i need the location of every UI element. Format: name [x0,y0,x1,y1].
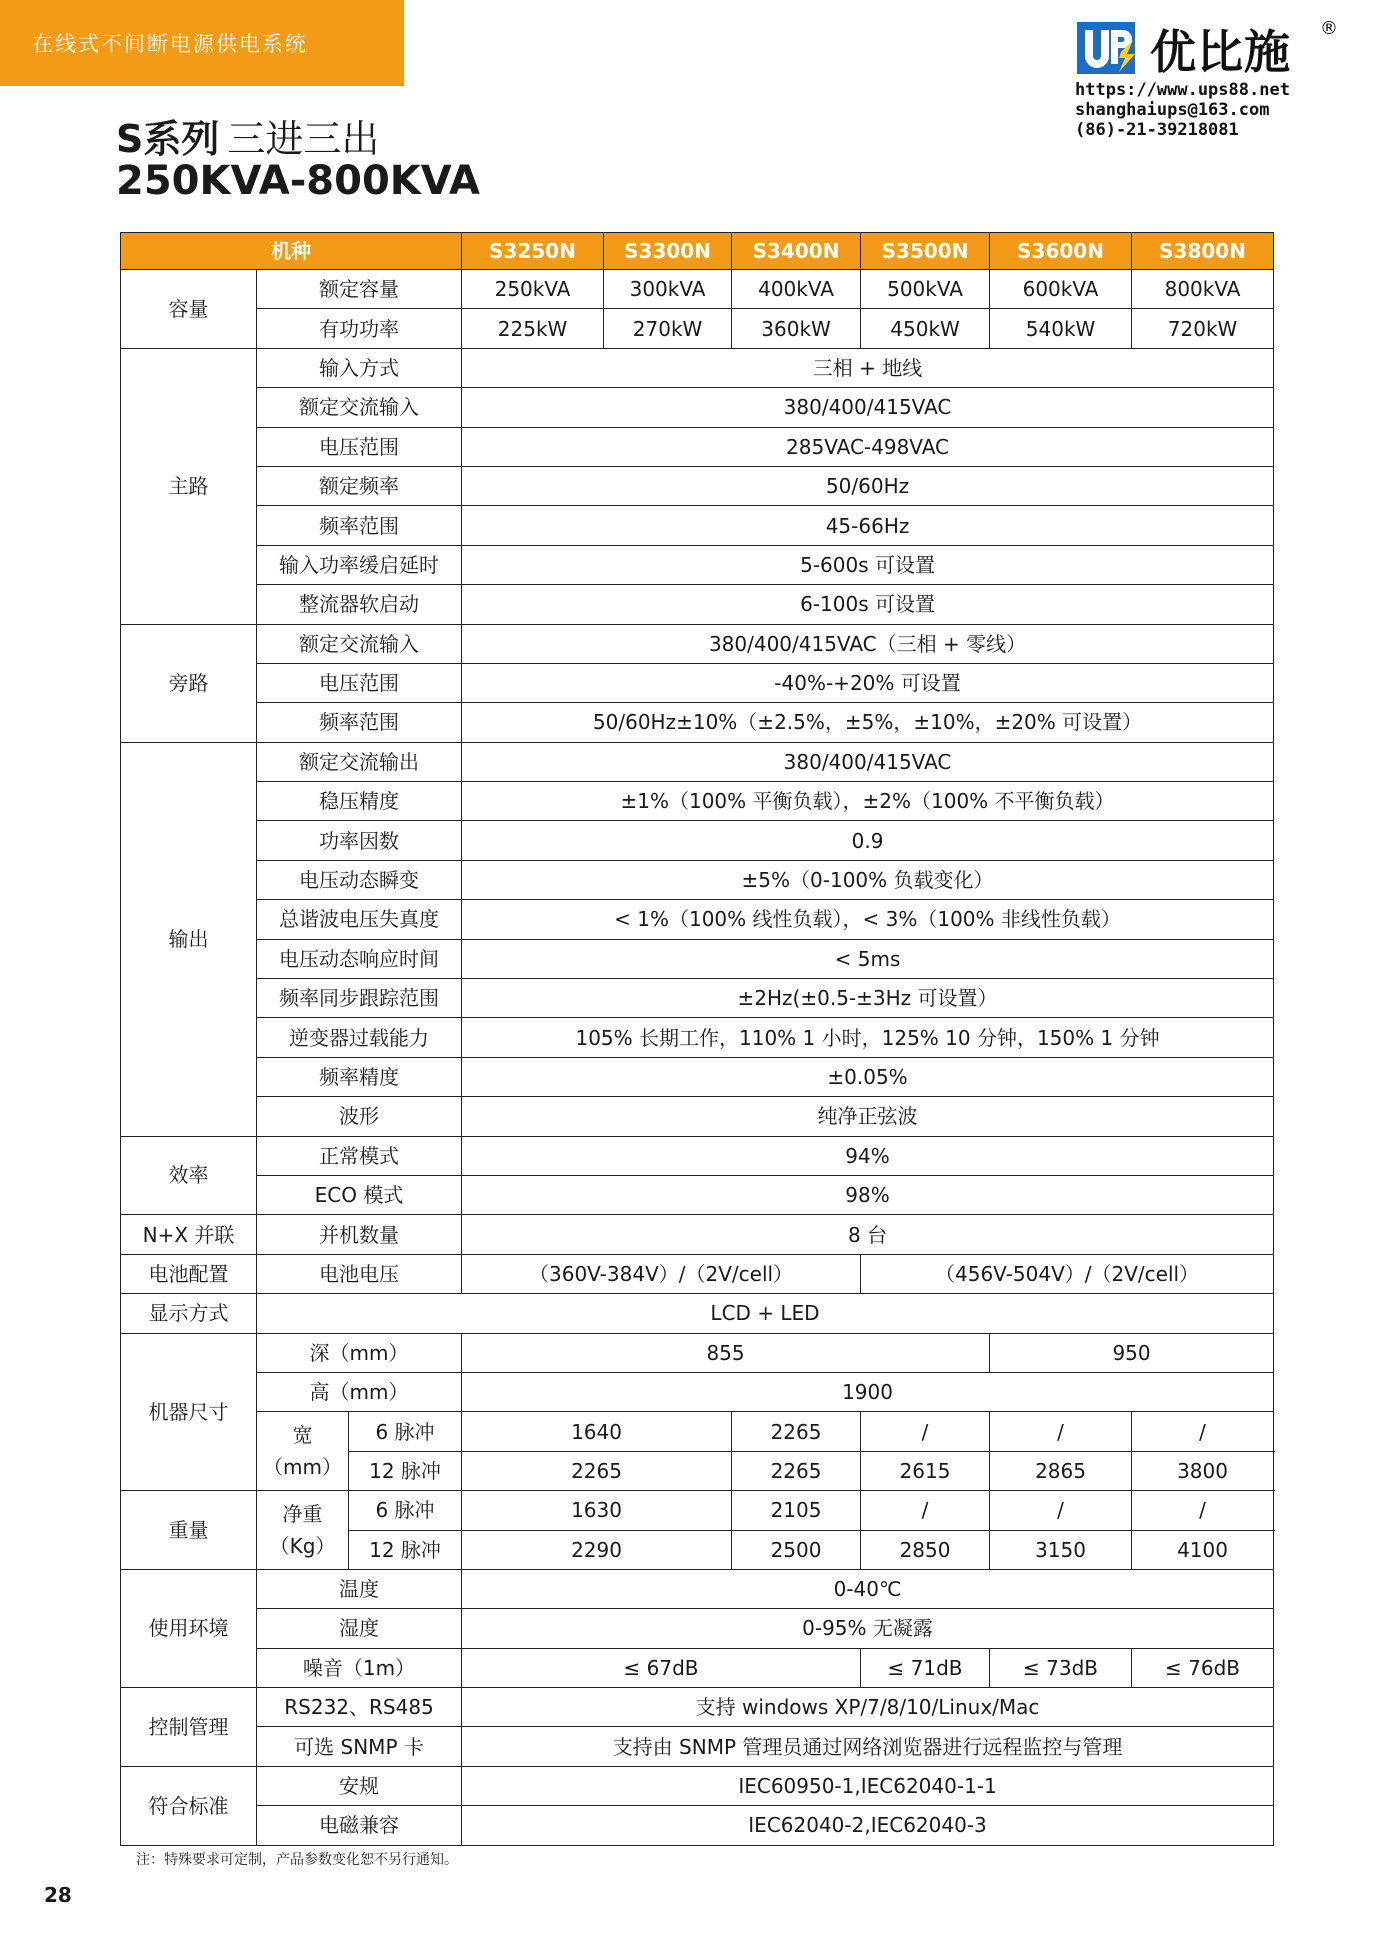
cell-value: 380/400/415VAC [462,388,1274,427]
cell-value: 4100 [1132,1530,1274,1569]
cell-value: 3800 [1132,1451,1274,1490]
table-row [121,427,1274,466]
cell-value: 105% 长期工作，110% 1 小时，125% 10 分钟，150% 1 分钟 [462,1018,1274,1057]
row-label: 6 脉冲 [349,1412,462,1451]
group-label: 使用环境 [121,1569,257,1687]
table-row [121,939,1274,978]
table-row [121,624,1274,663]
cell-value: 400kVA [732,270,861,309]
ups-logo-icon [1075,18,1145,78]
cell-value: / [1132,1491,1274,1530]
table-row [121,1215,1274,1254]
cell-value: 270kW [604,309,732,348]
model-header-label: 机种 [121,233,462,270]
row-label: 额定交流输入 [257,388,462,427]
row-label: 整流器软启动 [257,585,462,624]
table-row [121,1648,1274,1687]
net-weight-label [257,1491,349,1570]
cell-value: 2850 [861,1530,990,1569]
cell-value: IEC62040-2,IEC62040-3 [462,1806,1274,1845]
cell-value: 8 台 [462,1215,1274,1254]
net-weight-label-line1: 净重 [282,1502,323,1526]
cell-value: IEC60950-1,IEC62040-1-1 [462,1766,1274,1805]
table-row [121,388,1274,427]
cell-value: / [1132,1412,1274,1451]
row-label: 波形 [257,1097,462,1136]
group-label: 控制管理 [121,1688,257,1767]
cell-value: < 1%（100% 线性负载），< 3%（100% 非线性负载） [462,900,1274,939]
cell-value: ±2Hz(±0.5-±3Hz 可设置） [462,979,1274,1018]
row-label: RS232、RS485 [257,1688,462,1727]
cell-value: 50/60Hz [462,466,1274,505]
cell-value: 1630 [462,1491,732,1530]
row-label: 正常模式 [257,1136,462,1175]
table-row [121,1372,1274,1411]
cell-value: （360V-384V）/（2V/cell） [462,1254,861,1293]
row-label: 稳压精度 [257,782,462,821]
cell-value: 380/400/415VAC（三相 + 零线） [462,624,1274,663]
group-label: 效率 [121,1136,257,1215]
cell-value: / [861,1412,990,1451]
row-label: 有功功率 [257,309,462,348]
row-label: 输入功率缓启延时 [257,545,462,584]
group-label: 重量 [121,1491,257,1570]
table-row [121,1057,1274,1096]
model-header: S3300N [604,233,732,270]
cell-value: 50/60Hz±10%（±2.5%，±5%，±10%，±20% 可设置） [462,703,1274,742]
cell-value: （456V-504V）/（2V/cell） [861,1254,1274,1293]
cell-value: 380/400/415VAC [462,742,1274,781]
table-row [121,663,1274,702]
cell-value: 720kW [1132,309,1274,348]
brand-logo [1075,16,1345,78]
table-row [121,309,1274,348]
cell-value: 300kVA [604,270,732,309]
row-label: 逆变器过载能力 [257,1018,462,1057]
table-row [121,1766,1274,1805]
row-label: 高（mm） [257,1372,462,1411]
row-label: 12 脉冲 [349,1451,462,1490]
table-row [121,1412,1274,1451]
cell-value: 360kW [732,309,861,348]
row-label: 额定交流输入 [257,624,462,663]
row-label: 电压范围 [257,427,462,466]
page-title [116,108,379,163]
row-label: 电压动态响应时间 [257,939,462,978]
row-label: 输入方式 [257,348,462,387]
row-label: 深（mm） [257,1333,462,1372]
row-label: 总谐波电压失真度 [257,900,462,939]
cell-value: ±5%（0-100% 负载变化） [462,860,1274,899]
cell-value: ≤ 73dB [990,1648,1132,1687]
net-weight-label-line2: （Kg） [269,1534,336,1558]
contact-info [1075,80,1290,140]
phone-number: (86)-21-39218081 [1075,120,1239,140]
model-header: S3500N [861,233,990,270]
table-row [121,1333,1274,1372]
row-label: 电压动态瞬变 [257,860,462,899]
email-link[interactable]: shanghaiups@163.com [1075,100,1270,120]
cell-value: 0.9 [462,821,1274,860]
table-row [121,585,1274,624]
table-row [121,506,1274,545]
category-banner: 在线式不间断电源供电系统 [0,0,404,86]
cell-value: 285VAC-498VAC [462,427,1274,466]
group-label: 电池配置 [121,1254,257,1293]
power-range: 250KVA-800KVA [116,158,480,204]
row-label: 12 脉冲 [349,1530,462,1569]
cell-value: 1900 [462,1372,1274,1411]
table-row [121,1097,1274,1136]
cell-value: ≤ 76dB [1132,1648,1274,1687]
cell-value: 94% [462,1136,1274,1175]
row-label: 6 脉冲 [349,1491,462,1530]
row-label: 额定交流输出 [257,742,462,781]
row-label: 频率范围 [257,703,462,742]
cell-value: 支持由 SNMP 管理员通过网络浏览器进行远程监控与管理 [462,1727,1274,1766]
group-label: 显示方式 [121,1294,257,1333]
table-row [121,979,1274,1018]
row-label: 额定容量 [257,270,462,309]
row-label: 噪音（1m） [257,1648,462,1687]
cell-value: 225kW [462,309,604,348]
registered-mark: ® [1320,18,1338,39]
cell-value: -40%-+20% 可设置 [462,663,1274,702]
cell-value: 45-66Hz [462,506,1274,545]
row-label: 电池电压 [257,1254,462,1293]
brand-name: 优比施 [1150,25,1291,79]
cell-value: ±1%（100% 平衡负载），±2%（100% 不平衡负载） [462,782,1274,821]
group-label: 符合标准 [121,1766,257,1845]
cell-value: ±0.05% [462,1057,1274,1096]
cell-value: / [990,1491,1132,1530]
cell-value: 2265 [732,1412,861,1451]
table-row [121,466,1274,505]
page-number: 28 [44,1883,72,1907]
table-row [121,1688,1274,1727]
table-row [121,1491,1274,1530]
row-label: 频率精度 [257,1057,462,1096]
cell-value: 纯净正弦波 [462,1097,1274,1136]
cell-value: 2265 [462,1451,732,1490]
cell-value: 800kVA [1132,270,1274,309]
row-label: 频率同步跟踪范围 [257,979,462,1018]
group-label: 容量 [121,270,257,349]
table-row [121,545,1274,584]
row-label: ECO 模式 [257,1175,462,1214]
cell-value: 0-40℃ [462,1569,1274,1608]
row-label: 电压范围 [257,663,462,702]
model-header: S3600N [990,233,1132,270]
cell-value: ≤ 67dB [462,1648,861,1687]
cell-value: 500kVA [861,270,990,309]
cell-value: 2865 [990,1451,1132,1490]
table-row [121,1136,1274,1175]
row-label: 湿度 [257,1609,462,1648]
row-label: 功率因数 [257,821,462,860]
series-subtitle: 三进三出 [227,117,380,161]
row-label: 温度 [257,1569,462,1608]
cell-value: 三相 + 地线 [462,348,1274,387]
cell-value: / [861,1491,990,1530]
footnote: 注：特殊要求可定制，产品参数变化恕不另行通知。 [136,1852,458,1868]
cell-value: / [990,1412,1132,1451]
group-label: 输出 [121,742,257,1136]
width-label-line2: （mm） [263,1455,342,1480]
table-header-row [121,233,1274,270]
table-row [121,1727,1274,1766]
width-label-line1: 宽 [292,1423,313,1448]
table-row [121,742,1274,781]
table-row [121,1569,1274,1608]
group-label: 旁路 [121,624,257,742]
cell-value: 250kVA [462,270,604,309]
cell-value: 98% [462,1175,1274,1214]
cell-value: 3150 [990,1530,1132,1569]
group-label: N+X 并联 [121,1215,257,1254]
table-row [121,703,1274,742]
row-label: 额定频率 [257,466,462,505]
table-row [121,1254,1274,1293]
table-row [121,821,1274,860]
table-row [121,900,1274,939]
cell-value: 6-100s 可设置 [462,585,1274,624]
row-label: 频率范围 [257,506,462,545]
row-label: 可选 SNMP 卡 [257,1727,462,1766]
cell-value: 5-600s 可设置 [462,545,1274,584]
table-row [121,860,1274,899]
row-label: 电磁兼容 [257,1806,462,1845]
cell-value: ≤ 71dB [861,1648,990,1687]
table-row [121,1294,1274,1333]
table-row [121,348,1274,387]
model-header: S3400N [732,233,861,270]
table-row [121,1609,1274,1648]
cell-value: 2615 [861,1451,990,1490]
cell-value: 600kVA [990,270,1132,309]
table-row [121,1018,1274,1057]
cell-value: 540kW [990,309,1132,348]
cell-value: 1640 [462,1412,732,1451]
cell-value: 450kW [861,309,990,348]
table-row [121,1806,1274,1845]
spec-table [120,232,1274,1846]
model-header: S3800N [1132,233,1274,270]
cell-value: < 5ms [462,939,1274,978]
cell-value: 2290 [462,1530,732,1569]
group-label: 机器尺寸 [121,1333,257,1491]
cell-value: 0-95% 无凝露 [462,1609,1274,1648]
cell-value: 950 [990,1333,1274,1372]
table-row [121,782,1274,821]
cell-value: 2265 [732,1451,861,1490]
series-name: S系列 [116,117,220,161]
cell-value: 支持 windows XP/7/8/10/Linux/Mac [462,1688,1274,1727]
group-label: 主路 [121,348,257,624]
table-row [121,270,1274,309]
row-label: 安规 [257,1766,462,1805]
model-header: S3250N [462,233,604,270]
table-row [121,1175,1274,1214]
cell-value: 2500 [732,1530,861,1569]
width-label [257,1412,349,1491]
cell-value: 2105 [732,1491,861,1530]
cell-value: 855 [462,1333,990,1372]
website-link[interactable]: https://www.ups88.net [1075,80,1290,100]
row-label: 并机数量 [257,1215,462,1254]
cell-value: LCD + LED [257,1294,1274,1333]
